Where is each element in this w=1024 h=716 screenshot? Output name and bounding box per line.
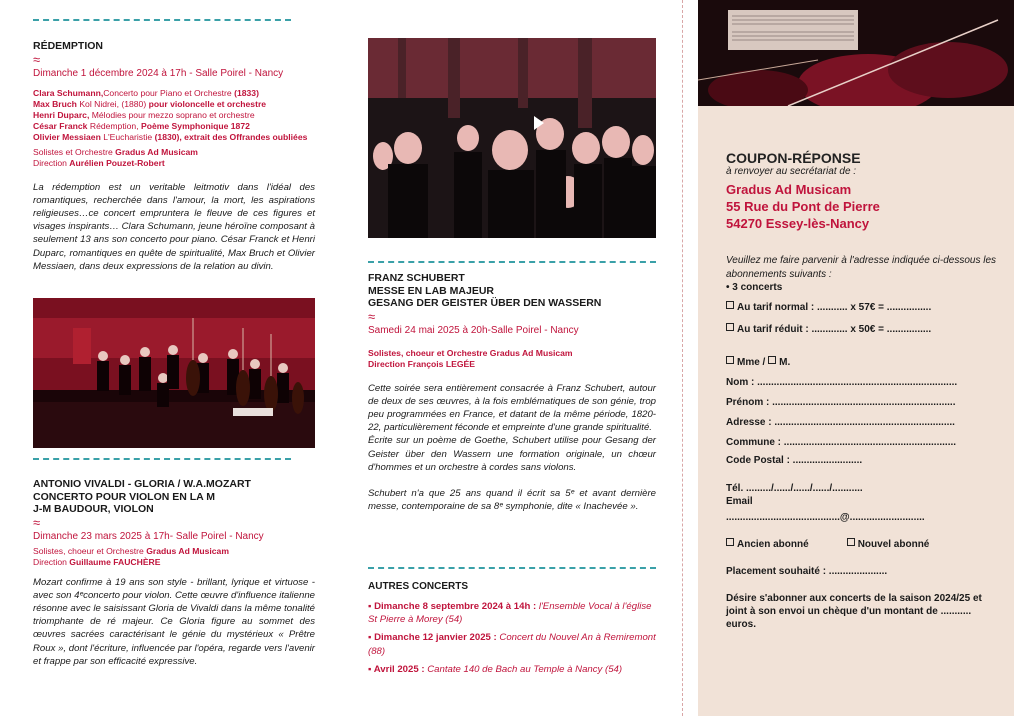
redemption-credits: Solistes et Orchestre Gradus Ad Musicam [33, 146, 198, 157]
adresse-field[interactable]: Adresse : ................................................................. [726, 417, 955, 428]
tel-field[interactable]: Tél. ........./....../....../....../........... [726, 483, 863, 494]
autres-concerts-section [368, 581, 656, 676]
coupon-address-name: Gradus Ad Musicam [726, 182, 852, 197]
checkbox[interactable] [726, 301, 734, 309]
email-field[interactable]: .........................................@........................... [726, 512, 925, 523]
violin-photo [698, 0, 1014, 106]
placement-field[interactable]: Placement souhaité : ..................... [726, 566, 888, 577]
vivaldi-title-3: J-M BAUDOUR, VIOLON [33, 503, 154, 515]
tarif-normal-field[interactable]: Au tarif normal : ........... x 57€ = ................ [726, 301, 996, 314]
divider-mid-center [368, 261, 656, 263]
choir-photo [368, 38, 656, 238]
schubert-section [368, 272, 656, 513]
abonne-field[interactable]: Ancien abonné Nouvel abonné [726, 538, 996, 551]
autres-heading: AUTRES CONCERTS [368, 581, 469, 592]
desire-text: Désire s'abonner aux concerts de la saison 2024/25 et joint à son envoi un chèque d'un montant de ........... euros. [726, 593, 982, 630]
redemption-title: RÉDEMPTION [33, 40, 104, 52]
fold-line [682, 0, 683, 716]
work-line: Olivier Messiaen L'Eucharistie (1830), extrait des Offrandes oubliées [33, 131, 308, 142]
code-postal-field[interactable]: Code Postal : ......................... [726, 455, 863, 466]
prenom-field[interactable]: Prénom : .................................................................. [726, 397, 956, 408]
tilde-ornament: ≈ [33, 51, 41, 67]
schubert-credits: Solistes, choeur et Orchestre Gradus Ad Musicam [368, 347, 573, 358]
redemption-works [33, 88, 315, 143]
commune-field[interactable]: Commune : .............................................................. [726, 437, 957, 448]
divider-autres [368, 567, 656, 569]
coupon-content [726, 150, 996, 631]
redemption-date: Dimanche 1 décembre 2024 à 17h - Salle Poirel - Nancy [33, 67, 284, 79]
nom-field[interactable]: Nom : ........................................................................ [726, 377, 958, 388]
redemption-direction: Direction Aurélien Pouzet-Robert [33, 157, 165, 168]
checkbox[interactable] [726, 356, 734, 364]
work-line: César Franck Rédemption, Poème Symphonique 1872 [33, 120, 250, 131]
schubert-date: Samedi 24 mai 2025 à 20h-Salle Poirel - Nancy [368, 324, 579, 336]
autres-item: ▪ Dimanche 12 janvier 2025 : Concert du Nouvel An à Remiremont (88) [368, 632, 656, 657]
vivaldi-title-1: ANTONIO VIVALDI - GLORIA / W.A.MOZART [33, 478, 251, 490]
divider-mid-left [33, 458, 291, 460]
checkbox[interactable] [726, 323, 734, 331]
autres-item: ▪ Dimanche 8 septembre 2024 à 14h : l'Ensemble Vocal à l'église St Pierre à Morey (54) [368, 601, 652, 626]
work-line: Henri Duparc, Mélodies pour mezzo soprano et orchestre [33, 109, 255, 120]
vivaldi-body: Mozart confirme à 19 ans son style - brillant, lyrique et virtuose - avec son 4ᵉconcerto pour violon. Cette œuvre d'influence italienne résonne avec le saisissant Gloria de Vivaldi dans la même tonalité triomphante de ré majeur. Ce Gloria figure au sommet des œuvres sacrées caractérisant le génie du mystérieux « Prêtre Roux », dont l'écriture, influencée par l'opéra, regarde vers l'avenir et frappe par son efficacité expressive. [33, 576, 315, 667]
redemption-body: La rédemption est un veritable leitmotiv dans l'idéal des romantiques, recherchée dans l'amour, la mort, les aspirations religieuses…ce concert empruntera le fleuve de ces figures et visages inspirants… Clara Schumann, jeune héroïne composant à seulement 13 ans son concerto pour piano. César Franck et Henri Duparc, romantiques en quête de spiritualité, Max Bruch et Olivier Messiaen, dans deux expressions de la relation au divin. [33, 181, 315, 272]
coupon-concerts: • 3 concerts [726, 282, 783, 293]
schubert-title-3: GESANG DER GEISTER ÜBER DEN WASSERN [368, 297, 602, 309]
autres-item: ▪ Avril 2025 : Cantate 140 de Bach au Temple à Nancy (54) [368, 663, 623, 675]
vivaldi-credits: Solistes, choeur et Orchestre Gradus Ad Musicam [33, 545, 229, 556]
divider-top-left [33, 19, 291, 21]
vivaldi-title-2: CONCERTO POUR VIOLON EN LA M [33, 490, 216, 503]
schubert-body-2: Écrite sur un poème de Goethe, Schubert utilise pour Gesang der Geister über den Wassern une formation originale, un chœur d'hommes et un orchestre à cordes sans violons. [368, 435, 656, 473]
coupon-address-street: 55 Rue du Pont de Pierre [726, 199, 880, 214]
coupon-title: COUPON-RÉPONSE [726, 150, 861, 166]
coupon-panel [698, 0, 1014, 716]
work-line: Max Bruch Kol Nidrei, (1880) pour violoncelle et orchestre [33, 98, 267, 109]
schubert-direction: Direction François LEGÉE [368, 358, 475, 369]
column-left [33, 40, 315, 273]
orchestra-photo [33, 298, 315, 448]
checkbox[interactable] [726, 538, 734, 546]
vivaldi-section [33, 478, 315, 668]
tilde-ornament: ≈ [368, 308, 376, 324]
civilite-field[interactable]: Mme / M. [726, 356, 996, 369]
tilde-ornament: ≈ [33, 514, 41, 530]
vivaldi-date: Dimanche 23 mars 2025 à 17h- Salle Poirel - Nancy [33, 530, 264, 542]
coupon-intro: Veuillez me faire parvenir à l'adresse indiquée ci-dessous les abonnements suivants : [726, 255, 997, 280]
schubert-title-1: FRANZ SCHUBERT [368, 272, 465, 284]
checkbox[interactable] [768, 356, 776, 364]
schubert-body-3: Schubert n'a que 25 ans quand il écrit sa 5ᵉ et avant dernière messe, contemporaine de sa 8ᵉ symphonie, dite « Inachevée ». [368, 487, 656, 513]
coupon-subtitle: à renvoyer au secrétariat de : [726, 166, 857, 177]
checkbox[interactable] [847, 538, 855, 546]
schubert-title-2: MESSE EN LAB MAJEUR [368, 284, 495, 297]
tarif-reduit-field[interactable]: Au tarif réduit : ............. x 50€ = ................ [726, 323, 996, 336]
schubert-body-1: Cette soirée sera entièrement consacrée à Franz Schubert, autour de deux de ses œuvres, à la fois emblématiques de son génie, trop peu programmées en France, et datant de la même période, 1820-22, particulièrement féconde et empreinte d'une grande spiritualité. [368, 382, 656, 434]
vivaldi-direction: Direction Guillaume FAUCHÈRE [33, 556, 161, 567]
work-line: Clara Schumann,Concerto pour Piano et Orchestre (1833) [33, 87, 259, 98]
coupon-address-city: 54270 Essey-lès-Nancy [726, 216, 870, 231]
email-label: Email [726, 496, 753, 507]
